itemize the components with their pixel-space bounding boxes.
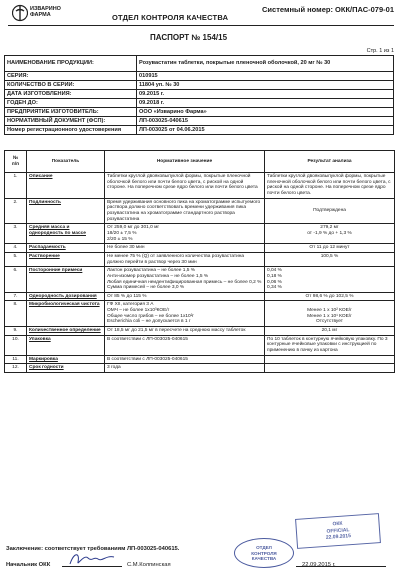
row-num: 11. xyxy=(5,355,27,364)
table-row xyxy=(5,355,395,364)
row-indicator: Срок годности xyxy=(27,364,105,373)
table-row xyxy=(5,173,395,199)
table-row xyxy=(5,252,395,266)
table-header-row xyxy=(5,151,395,173)
qc-stamp: ОКК OFFICIAL 22.09.2015 xyxy=(295,513,381,549)
column-header-result: Результат анализа xyxy=(265,151,395,173)
row-result: От 11 до 12 минут xyxy=(265,244,395,253)
row-norm: В соответствии с ЛП-003025-040615 xyxy=(105,355,265,364)
info-label: НАИМЕНОВАНИЕ ПРОДУКЦИИ: xyxy=(5,56,137,72)
page-number: Стр. 1 из 1 xyxy=(366,48,394,54)
row-norm: В соответствии с ЛП-003025-040615 xyxy=(105,335,265,355)
row-norm: Таблетки круглой двояковыпуклой формы, покрытые пленочной оболочкой белого или почти белого цвета, с риской на одной стороне. На поперечном срезе ядро белого или почти белого цвета xyxy=(105,173,265,199)
row-result xyxy=(265,355,395,364)
column-header-norm: Нормативное значение xyxy=(105,151,265,173)
info-value: 010915 xyxy=(137,72,394,81)
info-label: СЕРИЯ: xyxy=(5,72,137,81)
info-value: ООО «Изварино Фарма» xyxy=(137,108,394,117)
table-row xyxy=(5,364,395,373)
signer-label: Начальник ОКК xyxy=(6,562,51,568)
row-num: 9. xyxy=(5,327,27,336)
header-divider xyxy=(8,25,394,26)
info-value: 09.2015 г. xyxy=(137,90,394,99)
info-row xyxy=(5,108,394,117)
product-info-table xyxy=(4,55,394,135)
row-num: 8. xyxy=(5,301,27,327)
info-value: 09.2018 г. xyxy=(137,99,394,108)
row-norm: Не более 30 мин xyxy=(105,244,265,253)
info-label: КОЛИЧЕСТВО В СЕРИИ: xyxy=(5,81,137,90)
row-result xyxy=(265,364,395,373)
row-num: 1. xyxy=(5,173,27,199)
row-norm: От 18,5 мг до 21,5 мг в пересчете на среднюю массу таблеток xyxy=(105,327,265,336)
row-num: 10. xyxy=(5,335,27,355)
column-header-indicator: Показатель xyxy=(27,151,105,173)
row-result: Таблетки круглой двояковыпуклой формы, покрытые пленочной оболочкой белого или почти белого цвета, с риской на одной стороне. На поперечном срезе ядро почти белого цвета. xyxy=(265,173,395,199)
document-header xyxy=(8,4,394,26)
table-row xyxy=(5,327,395,336)
column-header-num: № п/п xyxy=(5,151,27,173)
row-result: 20,1 мг xyxy=(265,327,395,336)
row-norm: Лактон розувастатина – не более 1,5 % Анти-изомер розувастатина – не более 1,5 % Любая единичная неидентифицированная примесь – не более 0,2 % Сумма примесей – не более 3,0 % xyxy=(105,267,265,293)
row-num: 7. xyxy=(5,292,27,301)
info-value: 11804 уп. № 30 xyxy=(137,81,394,90)
table-row xyxy=(5,198,395,224)
table-row xyxy=(5,224,395,244)
row-num: 5. xyxy=(5,252,27,266)
info-row xyxy=(5,56,394,72)
table-row xyxy=(5,244,395,253)
row-indicator: Посторонние примеси xyxy=(27,267,105,293)
row-num: 12. xyxy=(5,364,27,373)
row-norm: Время удерживания основного пика на хроматограмме испытуемого раствора должно соответствовать времени удерживания пика розувастатина на хроматограмме стандартного раствора розувастатина xyxy=(105,198,265,224)
row-result: По 10 таблеток в контурную ячейковую упаковку. По 3 контурные ячейковые упаковки с инструкцией по применению в пачку из картона xyxy=(265,335,395,355)
table-row xyxy=(5,267,395,293)
logo-text: ИЗВАРИНО ФАРМА xyxy=(30,6,61,19)
department-stamp: ОТДЕЛ КОНТРОЛЯ КАЧЕСТВА xyxy=(234,538,294,568)
row-result: Менее 1 х 10² КОЕ/г Менее 1 х 10¹ КОЕ/г Отсутствует xyxy=(265,301,395,327)
info-label: НОРМАТИВНЫЙ ДОКУМЕНТ (ФСП): xyxy=(5,117,137,126)
row-norm: ГФ XII, категория 3 А ОМЧ – не более 1х10³КОЕ/г Общее число грибов – не более 1х10²г Escherichia coli – не допускается в 1 г xyxy=(105,301,265,327)
row-num: 6. xyxy=(5,267,27,293)
row-result: 279,2 мг от -1,9 % до + 1,3 % xyxy=(265,224,395,244)
passport-title: ПАСПОРТ № 154/15 xyxy=(150,33,228,42)
signature-icon xyxy=(68,550,116,568)
info-label: ГОДЕН ДО: xyxy=(5,99,137,108)
row-indicator: Микробиологическая чистота xyxy=(27,301,105,327)
row-result: Подтверждена xyxy=(265,198,395,224)
row-norm: 3 года xyxy=(105,364,265,373)
info-label: Номер регистрационного удостоверения xyxy=(5,126,137,135)
system-number: Системный номер: ОКК/ПАС-079-01 xyxy=(262,5,394,14)
info-row xyxy=(5,90,394,99)
info-row xyxy=(5,81,394,90)
row-num: 4. xyxy=(5,244,27,253)
info-row xyxy=(5,117,394,126)
info-row xyxy=(5,126,394,135)
info-value: Розувастатин таблетки, покрытые пленочной оболочкой, 20 мг № 30 xyxy=(137,56,394,72)
row-num: 2. xyxy=(5,198,27,224)
info-value: ЛП-003025-040615 xyxy=(137,117,394,126)
row-indicator: Количественное определение xyxy=(27,327,105,336)
row-indicator: Растворение xyxy=(27,252,105,266)
row-indicator: Распадаемость xyxy=(27,244,105,253)
conclusion-text: Заключение: соответствует требованиям ЛП-003025-040615. xyxy=(6,546,180,552)
izvarino-logo-icon xyxy=(12,4,28,22)
row-norm: Не менее 75 % (Q) от заявленного количества розувастатина должно перейти в раствор через 30 мин xyxy=(105,252,265,266)
row-norm: От 85 % до 115 % xyxy=(105,292,265,301)
table-row xyxy=(5,292,395,301)
signer-name: С.М.Колпинская xyxy=(127,562,171,568)
table-row xyxy=(5,335,395,355)
row-result: От 98,6 % до 102,5 % xyxy=(265,292,395,301)
row-indicator: Маркировка xyxy=(27,355,105,364)
info-label: ДАТА ИЗГОТОВЛЕНИЯ: xyxy=(5,90,137,99)
row-num: 3. xyxy=(5,224,27,244)
row-norm: От 259,0 мг до 301,0 мг 18/20 ± 7,5 % 2/20 ± 15 % xyxy=(105,224,265,244)
info-label: ПРЕДПРИЯТИЕ ИЗГОТОВИТЕЛЬ: xyxy=(5,108,137,117)
info-value: ЛП-003025 от 04.06.2015 xyxy=(137,126,394,135)
info-row xyxy=(5,99,394,108)
info-row xyxy=(5,72,394,81)
row-indicator: Описание xyxy=(27,173,105,199)
row-indicator: Подлинность xyxy=(27,198,105,224)
row-indicator: Средняя масса и однородность по массе xyxy=(27,224,105,244)
table-row xyxy=(5,301,395,327)
row-indicator: Упаковка xyxy=(27,335,105,355)
analysis-table xyxy=(4,150,395,373)
row-indicator: Однородность дозирования xyxy=(27,292,105,301)
sign-date: 22.09.2015 г. xyxy=(302,562,336,568)
row-result: 100,5 % xyxy=(265,252,395,266)
department-title: ОТДЕЛ КОНТРОЛЯ КАЧЕСТВА xyxy=(112,13,229,22)
row-result: 0,04 % 0,18 % 0,06 % 0,34 % xyxy=(265,267,395,293)
